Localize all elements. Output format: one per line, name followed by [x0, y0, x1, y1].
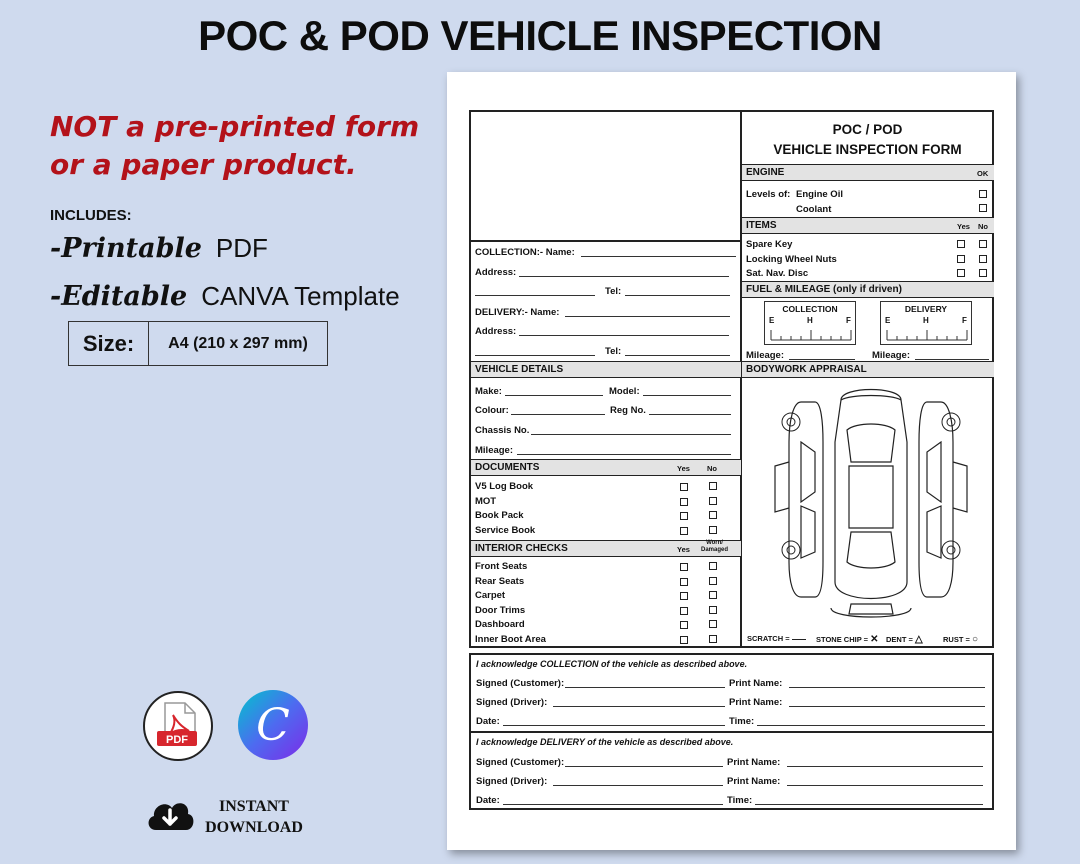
front-seats-worn-checkbox[interactable]	[709, 562, 717, 570]
collection-print-name-line[interactable]	[789, 687, 985, 688]
service-book-no-checkbox[interactable]	[709, 526, 717, 534]
dashboard-yes-checkbox[interactable]	[680, 621, 688, 629]
book-pack-yes-checkbox[interactable]	[680, 512, 688, 520]
size-box	[68, 321, 328, 366]
divider	[471, 240, 741, 242]
model-line[interactable]	[643, 395, 731, 396]
v5-yes-checkbox[interactable]	[680, 483, 688, 491]
delivery-time-line[interactable]	[755, 804, 983, 805]
dent-legend: DENT = △	[886, 634, 923, 645]
download-line-2: DOWNLOAD	[205, 819, 303, 836]
interior-item: Rear Seats	[475, 576, 525, 587]
disclaimer-notice	[50, 108, 419, 184]
interior-item: Door Trims	[475, 605, 526, 616]
levels-of-label: Levels of:	[746, 189, 791, 200]
collection-date-label: Date:	[476, 716, 500, 727]
include-item-canva	[50, 281, 400, 312]
rust-legend: RUST = ○	[943, 634, 979, 645]
fuel-mileage-header: FUEL & MILEAGE (only if driven)	[742, 281, 994, 298]
canva-logo-icon: C	[238, 690, 308, 760]
delivery-address-label: Address:	[475, 326, 517, 337]
include-item-text: CANVA Template	[201, 281, 400, 311]
form-title-line-1: POC / POD	[832, 122, 903, 137]
collection-date-line[interactable]	[503, 725, 725, 726]
size-label: Size:	[69, 322, 149, 365]
door-trims-worn-checkbox[interactable]	[709, 606, 717, 614]
delivery-tel-label: Tel:	[605, 346, 622, 357]
satnav-yes-checkbox[interactable]	[957, 269, 965, 277]
collection-print-name-line-2[interactable]	[789, 706, 985, 707]
vehicle-details-header: VEHICLE DETAILS	[471, 361, 741, 378]
interior-item: Front Seats	[475, 561, 528, 572]
delivery-tel-line[interactable]	[625, 355, 730, 356]
collection-signed-driver-label: Signed (Driver):	[476, 697, 548, 708]
items-list-item: Sat. Nav. Disc	[746, 268, 809, 279]
reg-line[interactable]	[649, 414, 731, 415]
engine-header: ENGINE OK	[742, 164, 994, 181]
make-label: Make:	[475, 386, 502, 397]
boot-worn-checkbox[interactable]	[709, 635, 717, 643]
model-label: Model:	[609, 386, 640, 397]
document-item: V5 Log Book	[475, 481, 534, 492]
engine-oil-checkbox[interactable]	[979, 190, 987, 198]
delivery-fuel-gauge: DELIVERY E H F	[880, 301, 972, 345]
rear-seats-yes-checkbox[interactable]	[680, 578, 688, 586]
colour-line[interactable]	[511, 414, 605, 415]
gauge-title: DELIVERY	[904, 304, 948, 314]
collection-name-label: COLLECTION:- Name:	[475, 247, 575, 258]
stone-chip-legend: STONE CHIP = ✕	[816, 634, 879, 645]
collection-signed-customer-label: Signed (Customer):	[476, 678, 565, 689]
car-diagram-icon[interactable]	[771, 382, 971, 622]
interior-item: Dashboard	[475, 619, 525, 630]
vehicle-mileage-line[interactable]	[517, 454, 731, 455]
carpet-yes-checkbox[interactable]	[680, 592, 688, 600]
service-book-yes-checkbox[interactable]	[680, 527, 688, 535]
include-item-pdf	[50, 233, 268, 264]
delivery-print-name-line-2[interactable]	[787, 785, 983, 786]
chassis-line[interactable]	[531, 434, 731, 435]
engine-item: Coolant	[796, 204, 832, 215]
size-value: A4 (210 x 297 mm)	[168, 334, 308, 352]
interior-item: Inner Boot Area	[475, 634, 546, 645]
includes-label: INCLUDES:	[50, 207, 132, 224]
delivery-name-line[interactable]	[565, 316, 730, 317]
reg-label: Reg No.	[610, 405, 646, 416]
door-trims-yes-checkbox[interactable]	[680, 607, 688, 615]
delivery-mileage-label: Mileage:	[872, 350, 911, 361]
delivery-signed-driver-label: Signed (Driver):	[476, 776, 548, 787]
engine-item: Engine Oil	[796, 189, 843, 200]
delivery-mileage-line[interactable]	[915, 359, 989, 360]
bodywork-header: BODYWORK APPRAISAL	[742, 361, 994, 378]
download-line-1: INSTANT	[219, 798, 289, 815]
delivery-date-line[interactable]	[503, 804, 723, 805]
wheel-nuts-yes-checkbox[interactable]	[957, 255, 965, 263]
collection-tel-line[interactable]	[625, 295, 730, 296]
items-header: ITEMS Yes No	[742, 217, 994, 234]
collection-mileage-label: Mileage:	[746, 350, 785, 361]
collection-address-line[interactable]	[519, 276, 729, 277]
include-item-text: PDF	[215, 233, 268, 263]
scratch-legend: SCRATCH =	[747, 634, 806, 643]
mot-no-checkbox[interactable]	[709, 497, 717, 505]
spare-key-yes-checkbox[interactable]	[957, 240, 965, 248]
collection-print-name-label: Print Name:	[729, 678, 783, 689]
boot-yes-checkbox[interactable]	[680, 636, 688, 644]
delivery-name-label: DELIVERY:- Name:	[475, 307, 560, 318]
delivery-address-line-2[interactable]	[475, 355, 595, 356]
coolant-checkbox[interactable]	[979, 204, 987, 212]
rear-seats-worn-checkbox[interactable]	[709, 577, 717, 585]
collection-time-label: Time:	[729, 716, 755, 727]
delivery-print-name-label-2: Print Name:	[727, 776, 781, 787]
cloud-download-icon	[144, 794, 196, 839]
delivery-signed-customer-line[interactable]	[565, 766, 723, 767]
spare-key-no-checkbox[interactable]	[979, 240, 987, 248]
delivery-print-name-line[interactable]	[787, 766, 983, 767]
delivery-print-name-label: Print Name:	[727, 757, 781, 768]
front-seats-yes-checkbox[interactable]	[680, 563, 688, 571]
include-item-script: -Editable	[50, 281, 188, 312]
include-item-script: -Printable	[50, 233, 202, 264]
delivery-ack-text: I acknowledge DELIVERY of the vehicle as described above.	[476, 737, 734, 747]
acknowledgement-section	[469, 653, 994, 810]
dashboard-worn-checkbox[interactable]	[709, 620, 717, 628]
instant-download-label	[198, 796, 310, 838]
colour-label: Colour:	[475, 405, 509, 416]
page-title: POC & POD VEHICLE INSPECTION	[198, 12, 882, 59]
collection-fuel-gauge: COLLECTION E H F	[764, 301, 856, 345]
collection-mileage-line[interactable]	[789, 359, 855, 360]
svg-text:PDF: PDF	[166, 734, 188, 746]
chassis-label: Chassis No.	[475, 425, 530, 436]
inspection-form	[469, 110, 994, 648]
delivery-signed-customer-label: Signed (Customer):	[476, 757, 565, 768]
notice-line-1: NOT a pre-printed form	[50, 110, 420, 143]
collection-signed-customer-line[interactable]	[565, 687, 725, 688]
document-item: Book Pack	[475, 510, 524, 521]
collection-ack-text: I acknowledge COLLECTION of the vehicle as described above.	[476, 659, 748, 669]
pdf-file-icon	[143, 691, 213, 761]
divider	[471, 731, 992, 733]
notice-line-2: or a paper product.	[50, 148, 357, 181]
carpet-worn-checkbox[interactable]	[709, 591, 717, 599]
collection-signed-driver-line[interactable]	[553, 706, 725, 707]
collection-time-line[interactable]	[757, 725, 985, 726]
make-line[interactable]	[505, 395, 603, 396]
interior-item: Carpet	[475, 590, 506, 601]
collection-address-label: Address:	[475, 267, 517, 278]
v5-no-checkbox[interactable]	[709, 482, 717, 490]
form-page	[447, 72, 1016, 850]
delivery-date-label: Date:	[476, 795, 500, 806]
documents-header: DOCUMENTS Yes No	[471, 459, 741, 476]
delivery-time-label: Time:	[727, 795, 753, 806]
document-item: MOT	[475, 496, 497, 507]
items-list-item: Spare Key	[746, 239, 793, 250]
form-title	[741, 120, 994, 160]
satnav-no-checkbox[interactable]	[979, 269, 987, 277]
collection-address-line-2[interactable]	[475, 295, 595, 296]
document-item: Service Book	[475, 525, 536, 536]
items-list-item: Locking Wheel Nuts	[746, 254, 837, 265]
collection-name-line[interactable]	[581, 256, 736, 257]
form-title-line-2: VEHICLE INSPECTION FORM	[773, 142, 962, 157]
wheel-nuts-no-checkbox[interactable]	[979, 255, 987, 263]
vehicle-mileage-label: Mileage:	[475, 445, 514, 456]
book-pack-no-checkbox[interactable]	[709, 511, 717, 519]
collection-print-name-label-2: Print Name:	[729, 697, 783, 708]
column-divider	[740, 112, 742, 646]
delivery-signed-driver-line[interactable]	[553, 785, 723, 786]
gauge-title: COLLECTION	[782, 304, 838, 314]
mot-yes-checkbox[interactable]	[680, 498, 688, 506]
delivery-address-line[interactable]	[519, 335, 729, 336]
collection-tel-label: Tel:	[605, 286, 622, 297]
interior-checks-header: INTERIOR CHECKS Yes Worn/ Damaged	[471, 540, 741, 557]
